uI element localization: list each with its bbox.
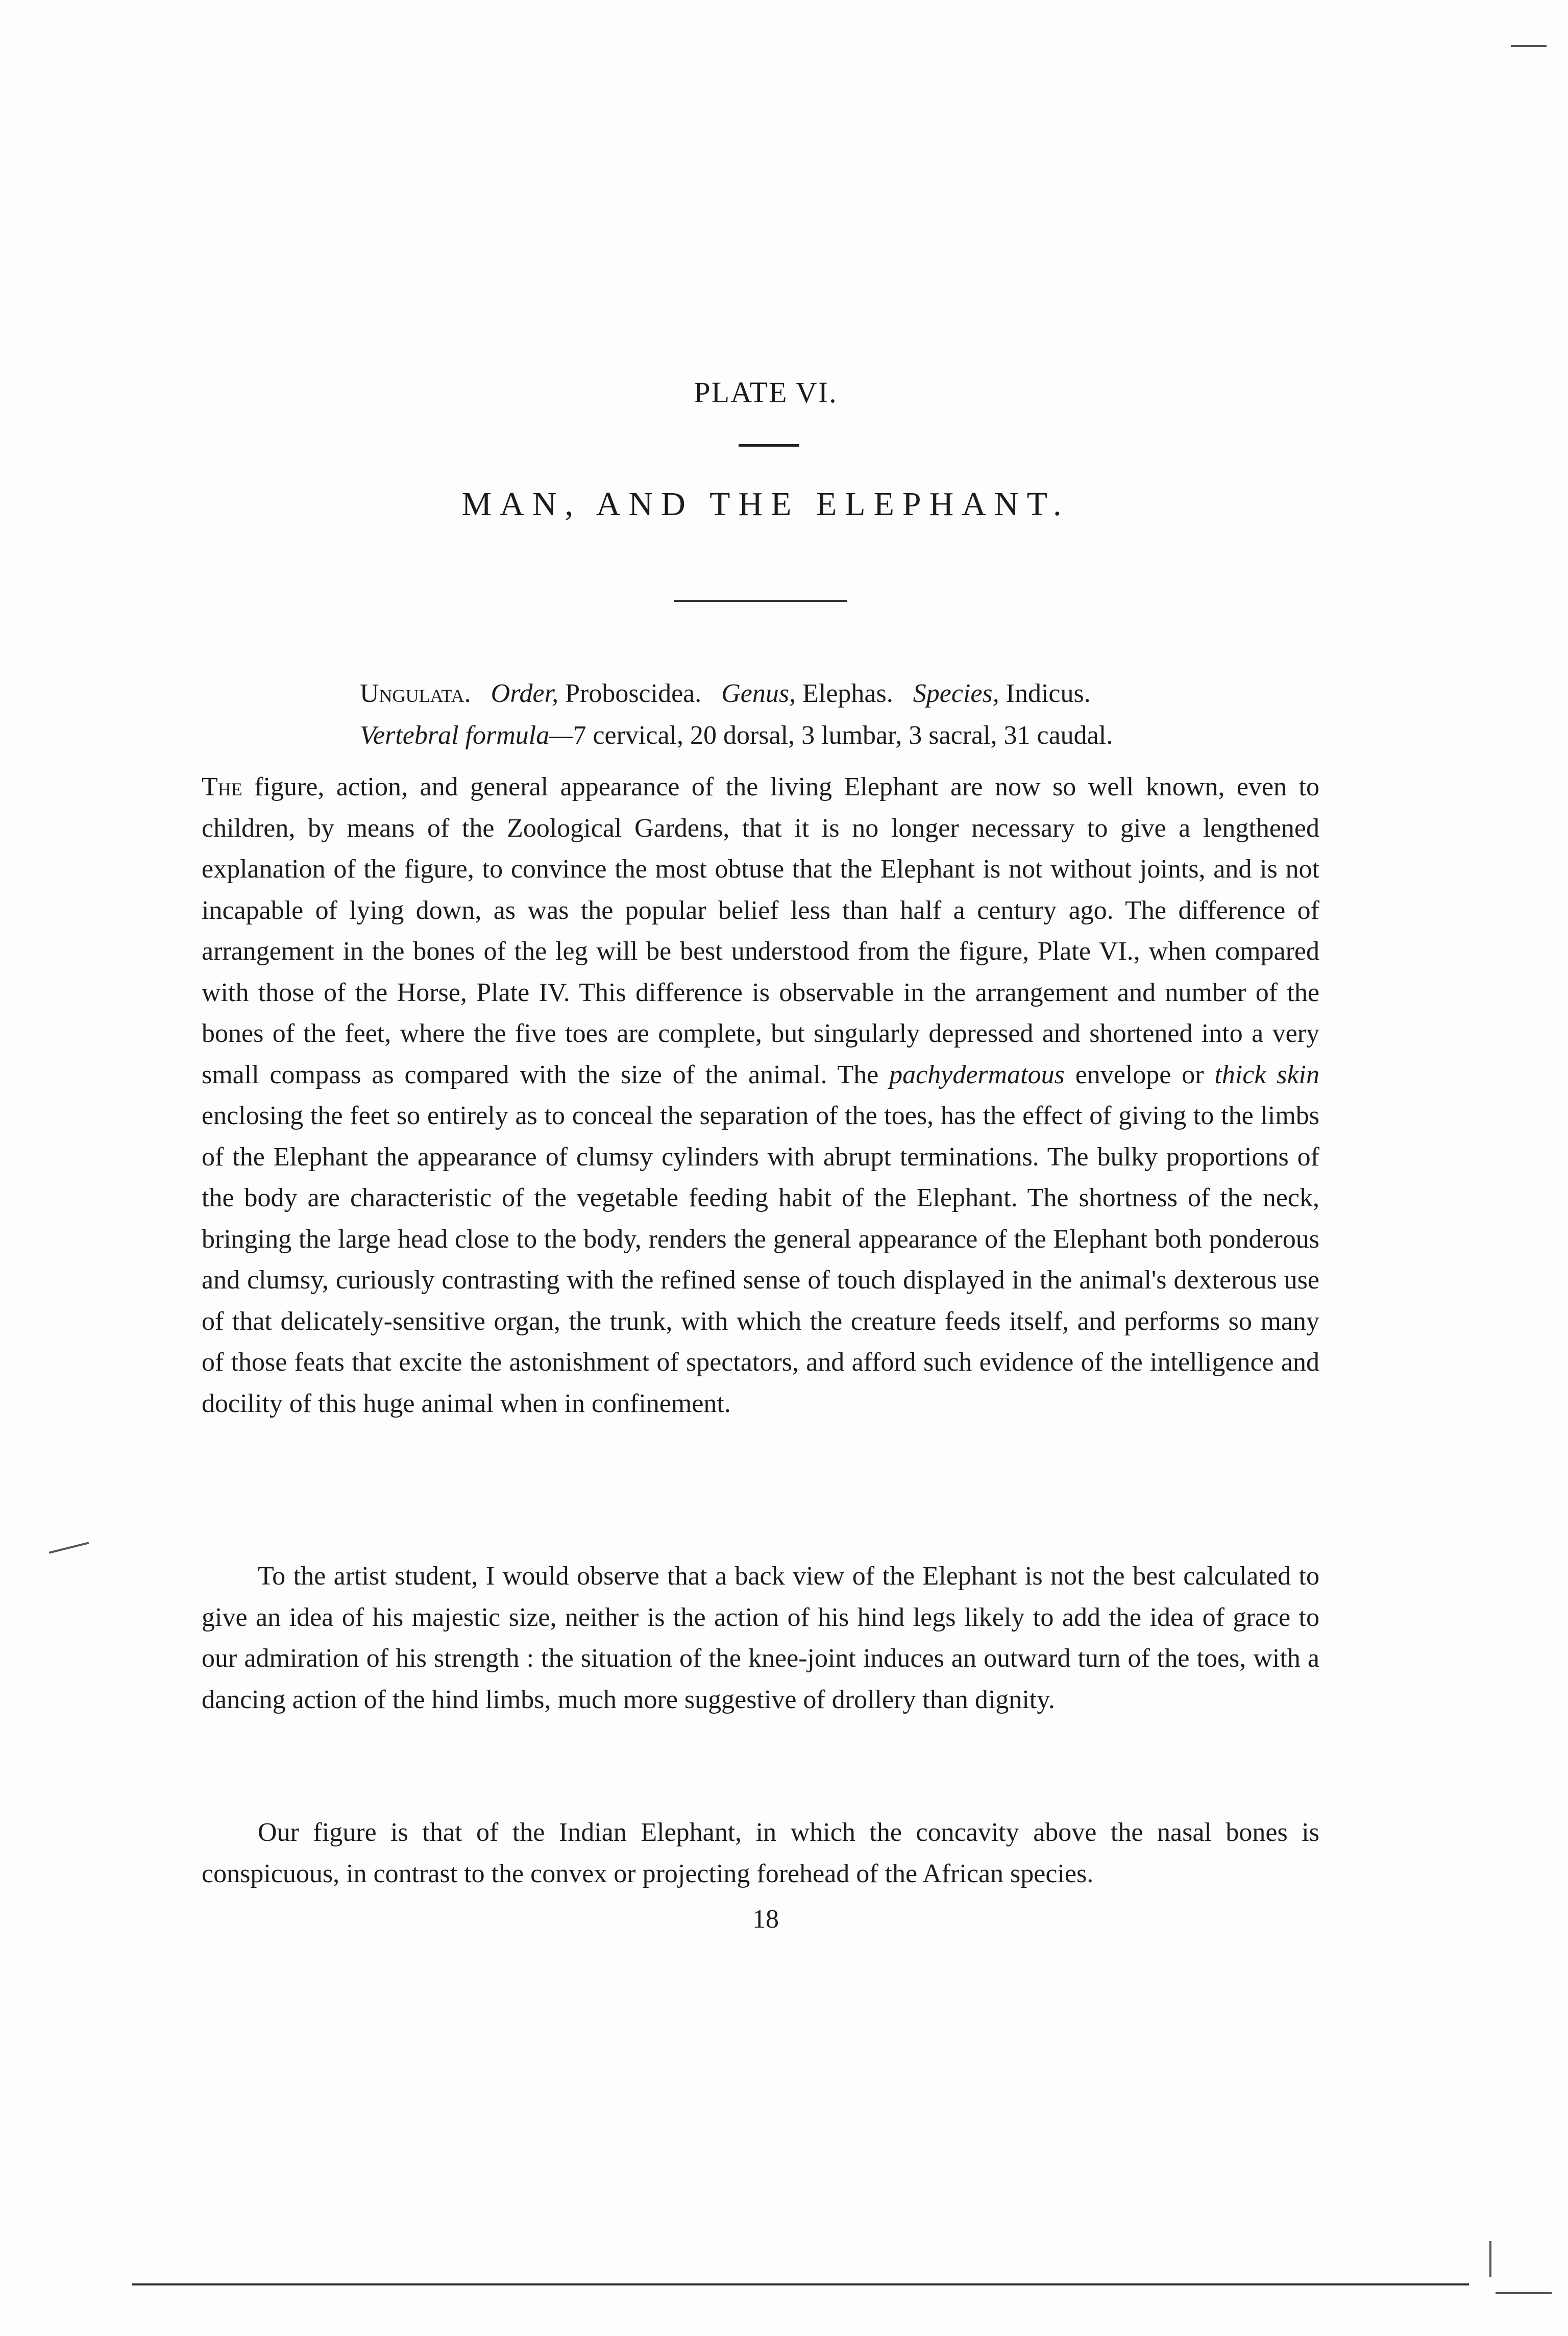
paragraph-1-text-c: enclosing the feet so entirely as to conceal the separation of the toes, has the effect of giving to the limbs of the Elephant the appearance of clumsy cylinders with abrupt terminations. The bulky proportions of the body are characteristic of the vegetable feeding habit of the Elephant. The shortness of the neck, bringing the large head close to the body, renders the general appearance of the Elephant both ponderous and clumsy, curiously contrasting with the refined sense of touch displayed in the animal's dexterous use of that delicately-sensitive organ, the trunk, with which the creature feeds itself, and performs so many of those feats that excite the astonishment of spectators, and afford such evidence of the intelligence and docility of this huge animal when in confinement. [202,1101,1319,1418]
taxonomy-line-vertebral [360,715,1381,757]
heading-divider [739,444,799,447]
vertebral-value: 7 cervical, 20 dorsal, 3 lumbar, 3 sacral, 31 caudal. [573,721,1113,750]
paragraph-1-lead-word: The [202,772,242,801]
paragraph-2: To the artist student, I would observe that a back view of the Elephant is not the best calculated to give an idea of his majestic size, neither is the action of his hind legs likely to add the idea of grace to our admiration of his strength : the situation of the knee-joint induces an outward turn of the toes, with a dancing action of the hind limbs, much more suggestive of drollery than dignity. [202,1562,1319,1714]
paragraph-1 [202,767,1319,1424]
bottom-rule [132,2283,1469,2285]
plate-heading: PLATE VI. [694,376,838,409]
order-value: Proboscidea. [565,679,702,708]
paragraph-1-italic-pachydermatous: pachydermatous [889,1060,1065,1089]
scan-mark-right-bottom [1489,2241,1491,2277]
paragraph-1-italic-thick-skin: thick skin [1214,1060,1319,1089]
scan-mark-right-bottom-2 [1496,2292,1552,2294]
genus-value: Elephas. [802,679,893,708]
class-name: Ungulata. [360,679,471,708]
title-divider [674,600,847,602]
taxonomy-line-classification [360,679,1091,708]
paragraph-1-text-a: figure, action, and general appearance of the living Elephant are now so well known, even to children, by means of the Zoological Gardens, that it is no longer necessary to give a lengthened explanation of the figure, to convince the most obtuse that the Elephant is not without joints, and is not incapable of lying down, as was the popular belief less than half a century ago. The difference of arrangement in the bones of the leg will be best understood from the figure, Plate VI., when compared with those of the Horse, Plate IV. This difference is observable in the arrangement and number of the bones of the feet, where the five toes are complete, but singularly depressed and shortened into a very small compass as compared with the size of the animal. The [202,772,1319,1089]
genus-label: Genus, [721,679,796,708]
paragraph-1-text-b: envelope or [1064,1060,1215,1089]
species-value: Indicus. [1006,679,1091,708]
scan-mark-left-1 [49,1542,89,1553]
scan-mark-top-right [1511,45,1547,47]
paragraph-3: Our figure is that of the Indian Elephant, in which the concavity above the nasal bones is conspicuous, in contrast to the convex or projecting forehead of the African species. [202,1818,1319,1888]
taxonomy-block [360,673,1381,757]
page-number: 18 [752,1905,779,1934]
page-title: MAN, AND THE ELEPHANT. [461,485,1070,523]
order-label: Order, [491,679,559,708]
vertebral-label: Vertebral formula— [360,721,573,750]
species-label: Species, [913,679,999,708]
